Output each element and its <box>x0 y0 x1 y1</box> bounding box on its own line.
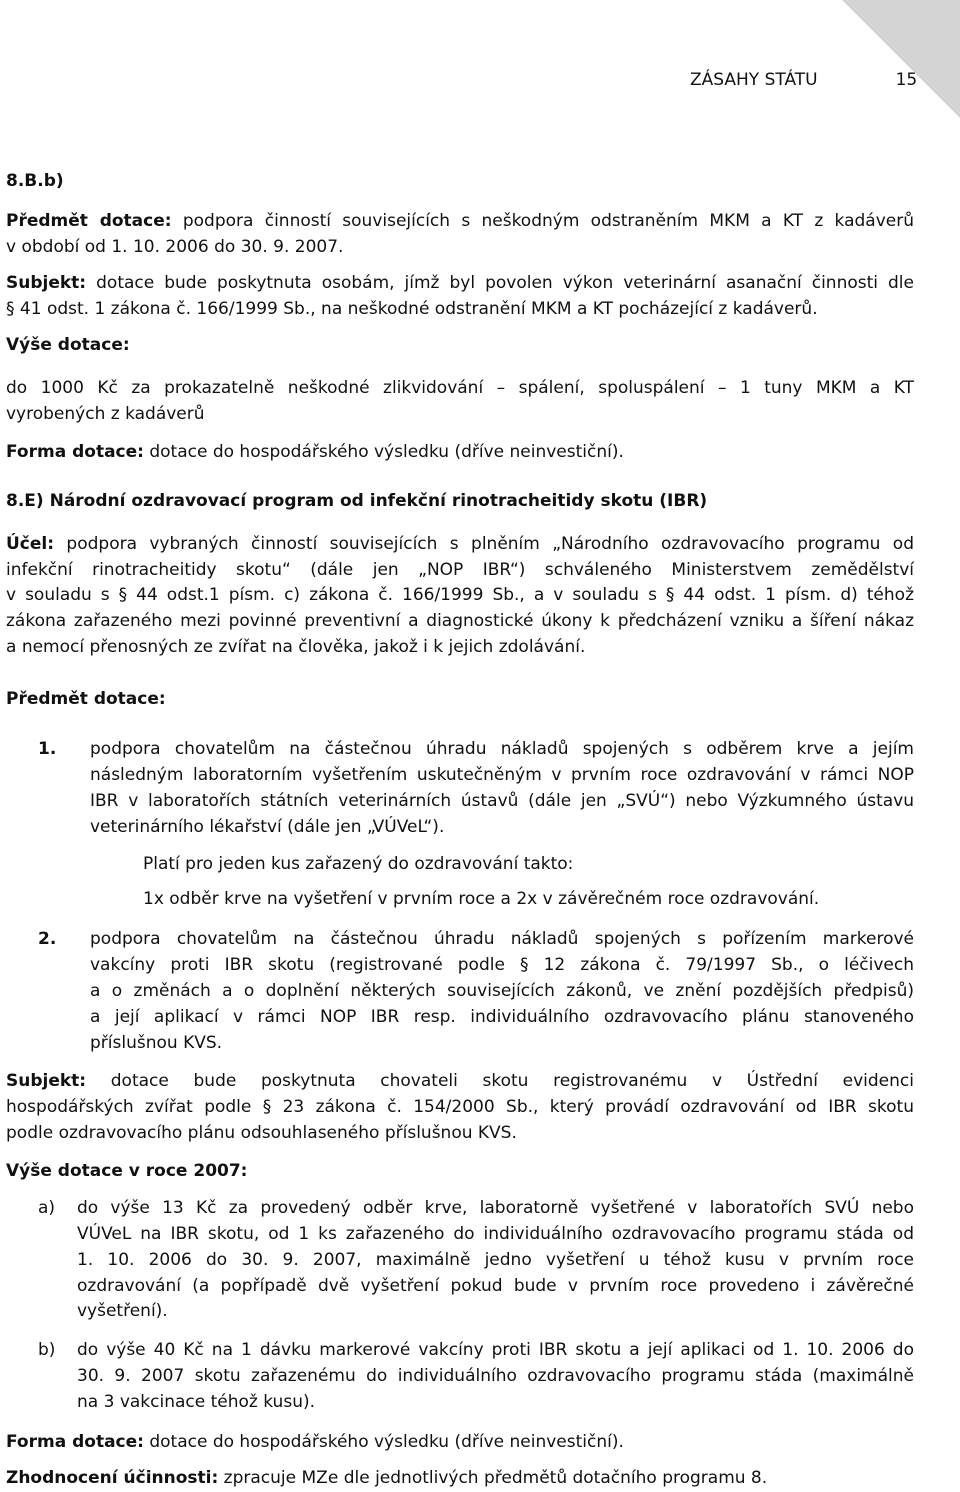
ucel-line-1 <box>6 533 914 555</box>
subjekt-line-2: § 41 odst. 1 zákona č. 166/1999 Sb., na neškodné odstranění MKM a KT pocházející z kadáverů. <box>6 299 818 319</box>
ucel-text: podpora vybraných činností souvisejících s plněním „Národního ozdravovacího programu od <box>54 534 914 554</box>
ucel-line-2: infekční rinotracheitidy skotu“ (dále jen „NOP IBR“) schváleného Ministerstvem zemědělství <box>6 560 914 580</box>
item-1-line-3: IBR v laboratořích státních veterinárních ústavů (dále jen „SVÚ“) nebo Výzkumného ústavu <box>90 791 914 811</box>
item-2-line-1: podpora chovatelům na částečnou úhradu nákladů spojených s pořízením markerové <box>90 929 914 949</box>
vyse-label: Výše dotace: <box>6 335 130 355</box>
item-a-marker: a) <box>38 1198 56 1218</box>
item-a-line-5: vyšetření). <box>77 1301 168 1321</box>
vyse-line-1: do 1000 Kč za prokazatelně neškodné zlikvidování – spálení, spoluspálení – 1 tuny MKM a KT <box>6 378 914 398</box>
zhodnoceni-label: Zhodnocení účinnosti: <box>6 1468 219 1488</box>
forma-8e-label: Forma dotace: <box>6 1432 144 1452</box>
item-2-line-4: a její aplikací v rámci NOP IBR resp. individuálního ozdravovacího plánu stanoveného <box>90 1007 914 1027</box>
subjekt-8e-label: Subjekt: <box>6 1071 87 1091</box>
subjekt-8e-line-2: hospodářských zvířat podle § 23 zákona č. 154/2000 Sb., který provádí ozdravování od IBR skotu <box>6 1097 914 1117</box>
item-a-line-4: ozdravování (a popřípadě dvě vyšetření pokud bude v prvním roce provedeno i závěrečné <box>77 1276 914 1296</box>
predmet-line-1 <box>6 210 914 232</box>
predmet-label: Předmět dotace: <box>6 211 172 231</box>
subjekt-line-1 <box>6 272 914 294</box>
page-number: 15 <box>895 70 918 90</box>
ucel-line-5: a nemocí přenosných ze zvířat na člověka, jakož i k jejich zdolávání. <box>6 637 586 657</box>
vyse-line-2: vyrobených z kadáverů <box>6 404 205 424</box>
item-2-line-5: příslušnou KVS. <box>90 1033 223 1053</box>
section-heading-8e: 8.E) Národní ozdravovací program od infekční rinotracheitidy skotu (IBR) <box>6 491 708 511</box>
page-corner-fold <box>842 0 960 118</box>
forma-text: dotace do hospodářského výsledku (dříve neinvestiční). <box>143 442 624 462</box>
forma-8e-text: dotace do hospodářského výsledku (dříve neinvestiční). <box>143 1432 624 1452</box>
item-1-line-2: následným laboratorním vyšetřením uskutečněným v prvním roce ozdravování v rámci NOP <box>90 765 914 785</box>
zhodnoceni-line <box>6 1467 767 1489</box>
item-b-line-3: na 3 vakcinace téhož kusu). <box>77 1392 315 1412</box>
ucel-line-4: zákona zařazeného mezi povinné preventivní a diagnostické úkony k předcházení vzniku a šíření nákaz <box>6 611 914 631</box>
item-1-marker: 1. <box>38 739 57 759</box>
vyse-2007-label: Výše dotace v roce 2007: <box>6 1161 248 1181</box>
item-b-line-1: do výše 40 Kč na 1 dávku markerové vakcíny proti IBR skotu a její aplikaci od 1. 10. 2006 do <box>77 1340 914 1360</box>
item-1-sub-1: Platí pro jeden kus zařazený do ozdravování takto: <box>143 854 574 874</box>
item-1-sub-2: 1x odběr krve na vyšetření v prvním roce a 2x v závěrečném roce ozdravování. <box>143 889 820 909</box>
item-2-line-2: vakcíny proti IBR skotu (registrované podle § 12 zákona č. 79/1997 Sb., o léčivech <box>90 955 914 975</box>
ucel-line-3: v souladu s § 44 odst.1 písm. c) zákona č. 166/1999 Sb., a v souladu s § 44 odst. 1 písm. d) téhož <box>6 585 914 605</box>
forma-label: Forma dotace: <box>6 442 144 462</box>
item-2-marker: 2. <box>38 929 57 949</box>
item-1-line-4: veterinárního lékařství (dále jen „VÚVeL“). <box>90 817 445 837</box>
item-b-line-2: 30. 9. 2007 skotu zařazenému do individuálního ozdravovacího programu stáda (maximálně <box>77 1366 914 1386</box>
item-2-line-3: a o změnách a o doplnění některých souvisejících zákonů, ve znění pozdějších předpisů) <box>90 981 914 1001</box>
item-b-marker: b) <box>38 1340 56 1360</box>
subjekt-text: dotace bude poskytnuta osobám, jímž byl povolen výkon veterinární asanační činnosti dle <box>86 273 914 293</box>
subjekt-8e-text: dotace bude poskytnuta chovateli skotu registrovanému v Ústřední evidenci <box>86 1071 914 1091</box>
chapter-title: ZÁSAHY STÁTU <box>690 70 818 90</box>
subjekt-8e-line-3: podle ozdravovacího plánu odsouhlaseného příslušnou KVS. <box>6 1123 517 1143</box>
ucel-label: Účel: <box>6 534 55 554</box>
item-a-line-2: VÚVeL na IBR skotu, od 1 ks zařazeného do individuálního ozdravovacího programu stáda od <box>77 1224 914 1244</box>
subjekt-label: Subjekt: <box>6 273 87 293</box>
section-heading-8bb: 8.B.b) <box>6 171 64 191</box>
subjekt-8e-line-1 <box>6 1070 914 1092</box>
zhodnoceni-text: zpracuje MZe dle jednotlivých předmětů dotačního programu 8. <box>218 1468 768 1488</box>
predmet-line-2: v období od 1. 10. 2006 do 30. 9. 2007. <box>6 237 344 257</box>
predmet-text: podpora činností souvisejících s neškodným odstraněním MKM a KT z kadáverů <box>171 211 915 231</box>
page-header <box>690 70 917 90</box>
item-a-line-1: do výše 13 Kč za provedený odběr krve, laboratorně vyšetřené v laboratořích SVÚ nebo <box>77 1198 914 1218</box>
predmet-label-8e: Předmět dotace: <box>6 689 166 709</box>
forma-8e-line <box>6 1431 624 1453</box>
item-1-line-1: podpora chovatelům na částečnou úhradu nákladů spojených s odběrem krve a jejím <box>90 739 914 759</box>
forma-line <box>6 441 624 463</box>
item-a-line-3: 1. 10. 2006 do 30. 9. 2007, maximálně jedno vyšetření u téhož kusu v prvním roce <box>77 1250 914 1270</box>
